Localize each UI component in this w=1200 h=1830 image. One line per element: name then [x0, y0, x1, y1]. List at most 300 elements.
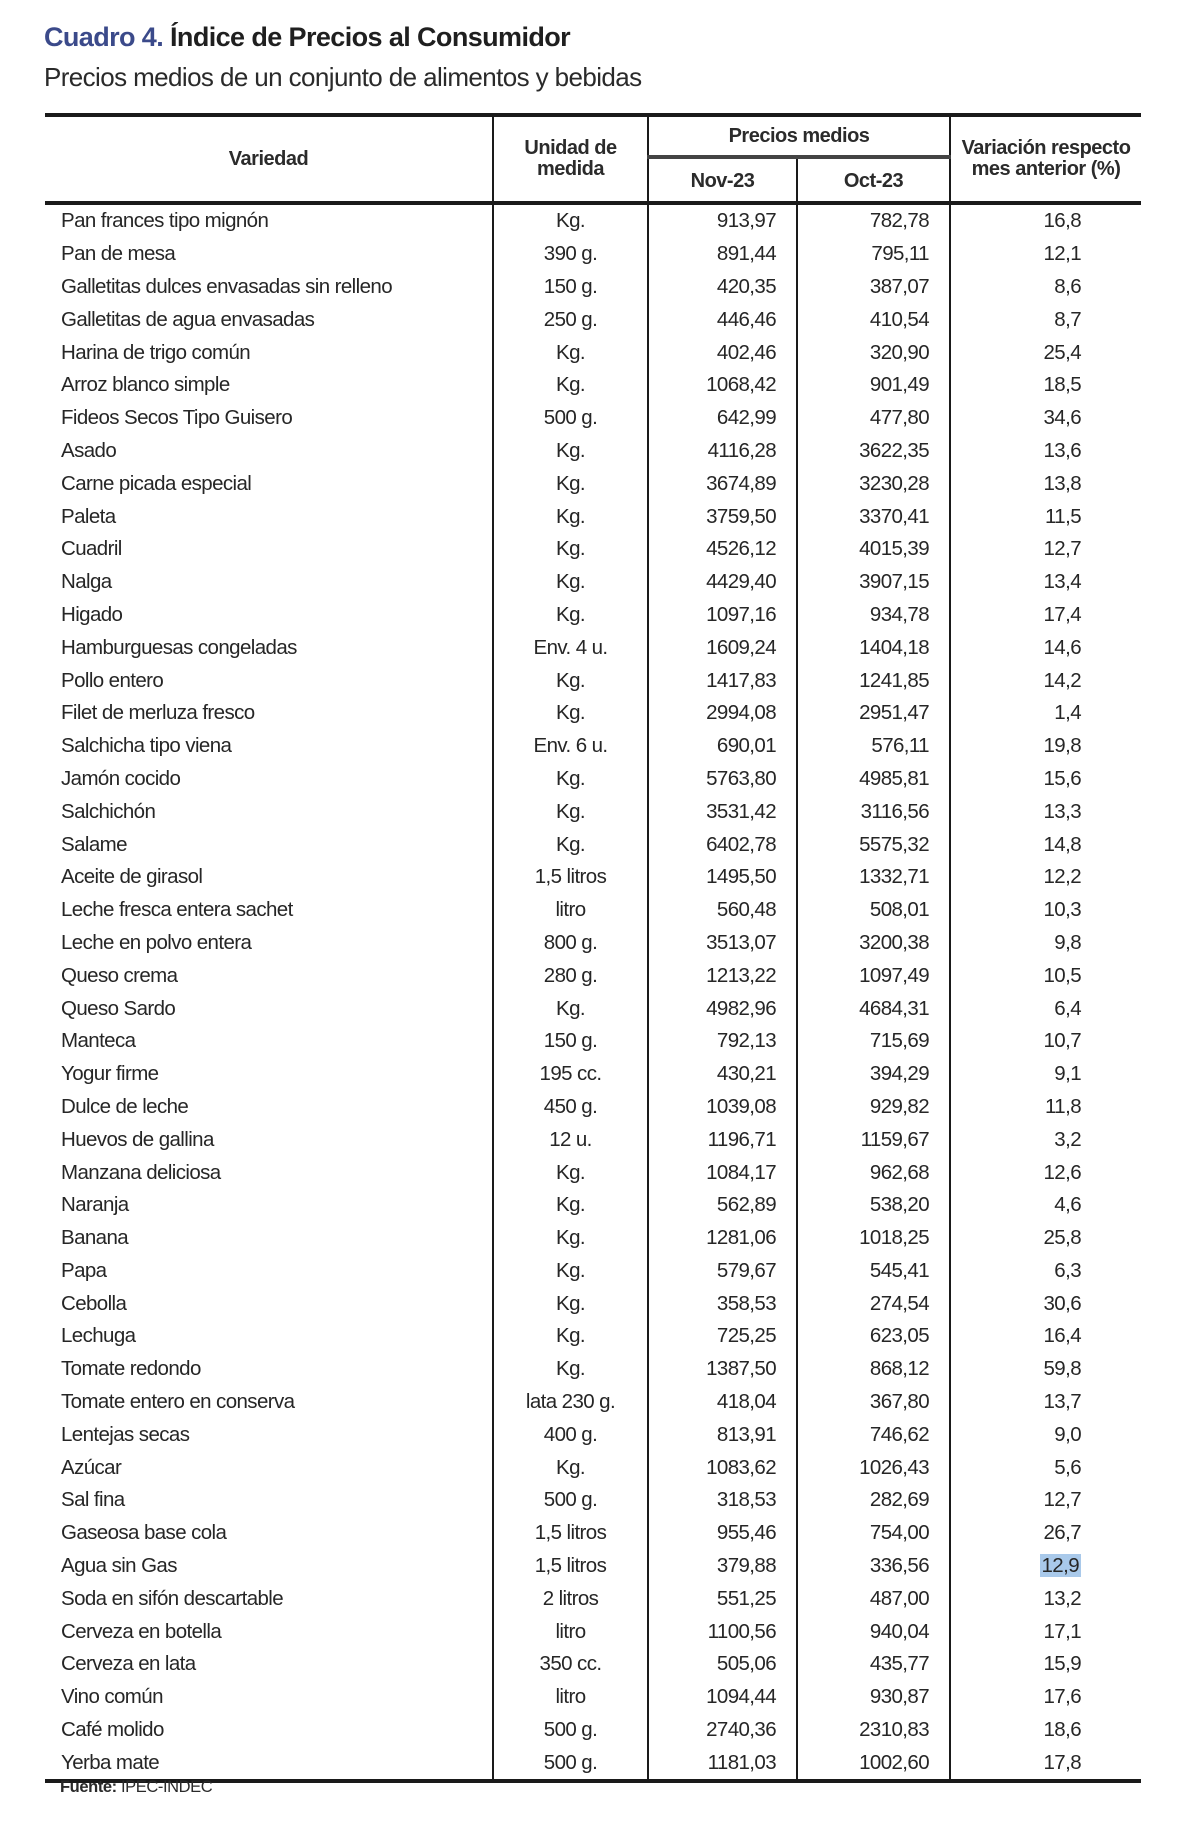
cell-oct-23: 508,01 — [797, 894, 950, 927]
table-row — [45, 1189, 1141, 1222]
table-row — [45, 1550, 1141, 1583]
cell-unidad: 500 g. — [493, 1714, 648, 1747]
cell-variedad: Manzana deliciosa — [61, 1160, 221, 1184]
cell-nov-23: 1281,06 — [648, 1222, 797, 1255]
cell-variacion: 12,6 — [950, 1156, 1141, 1189]
col-header-precios-medios: Precios medios — [648, 115, 950, 157]
table-row — [45, 500, 1141, 533]
cell-oct-23: 754,00 — [797, 1517, 950, 1550]
cell-variacion: 13,8 — [950, 467, 1141, 500]
cell-unidad: Kg. — [493, 992, 648, 1025]
cell-unidad: Kg. — [493, 599, 648, 632]
cell-variacion: 30,6 — [950, 1287, 1141, 1320]
cell-unidad: Kg. — [493, 795, 648, 828]
cell-variedad: Yerba mate — [45, 1746, 493, 1781]
cell-variacion: 19,8 — [950, 730, 1141, 763]
cell-nov-23: 430,21 — [648, 1058, 797, 1091]
cell-variacion: 13,4 — [950, 566, 1141, 599]
cell-variedad: Vino común — [61, 1685, 163, 1709]
cell-variacion: 4,6 — [950, 1189, 1141, 1222]
cell-nov-23: 1417,83 — [648, 664, 797, 697]
cell-unidad: 500 g. — [493, 402, 648, 435]
cell-variedad: Banana — [61, 1226, 129, 1250]
cell-oct-23: 3230,28 — [797, 467, 950, 500]
cell-variedad: Naranja — [61, 1193, 129, 1217]
cell-nov-23: 891,44 — [648, 238, 797, 271]
table-row — [45, 402, 1141, 435]
table-row — [45, 631, 1141, 664]
cell-variacion: 12,1 — [950, 238, 1141, 271]
cell-nov-23: 1084,17 — [648, 1156, 797, 1189]
cell-oct-23: 3622,35 — [797, 435, 950, 468]
cell-variedad: Gaseosa base cola — [61, 1521, 227, 1545]
cell-unidad: 2 litros — [493, 1582, 648, 1615]
cell-nov-23: 792,13 — [648, 1025, 797, 1058]
cell-unidad: lata 230 g. — [493, 1386, 648, 1419]
cell-variedad: Lentejas secas — [61, 1422, 190, 1446]
cell-oct-23: 477,80 — [797, 402, 950, 435]
cell-variedad: Sal fina — [61, 1488, 125, 1512]
cell-unidad: Kg. — [493, 1189, 648, 1222]
cell-oct-23: 1097,49 — [797, 959, 950, 992]
cell-nov-23: 560,48 — [648, 894, 797, 927]
table-row — [45, 1353, 1141, 1386]
cell-variacion: 10,5 — [950, 959, 1141, 992]
cell-variedad: Pollo entero — [61, 668, 164, 692]
table-row — [45, 1615, 1141, 1648]
cell-nov-23: 4982,96 — [648, 992, 797, 1025]
cell-nov-23: 1094,44 — [648, 1681, 797, 1714]
cell-variedad: Nalga — [61, 570, 112, 594]
cell-variedad: Yogur firme — [61, 1062, 159, 1086]
table-row — [45, 763, 1141, 796]
cell-variedad: Leche en polvo entera — [61, 930, 252, 954]
cell-oct-23: 4684,31 — [797, 992, 950, 1025]
cell-unidad: Kg. — [493, 1287, 648, 1320]
cell-oct-23: 410,54 — [797, 303, 950, 336]
cell-unidad: 350 cc. — [493, 1648, 648, 1681]
cell-nov-23: 3531,42 — [648, 795, 797, 828]
cell-unidad: 500 g. — [493, 1746, 648, 1781]
cell-variedad: Paleta — [61, 504, 116, 528]
cell-variacion: 6,3 — [950, 1255, 1141, 1288]
cell-variedad: Dulce de leche — [61, 1094, 189, 1118]
cell-variacion: 17,6 — [950, 1681, 1141, 1714]
cell-nov-23: 418,04 — [648, 1386, 797, 1419]
cell-oct-23: 623,05 — [797, 1320, 950, 1353]
page-title — [44, 22, 570, 53]
cell-oct-23: 435,77 — [797, 1648, 950, 1681]
cell-variedad: Filet de merluza fresco — [61, 701, 255, 725]
cell-variedad: Cerveza en botella — [61, 1619, 222, 1643]
cell-oct-23: 746,62 — [797, 1418, 950, 1451]
table-row — [45, 795, 1141, 828]
cell-variedad: Arroz blanco simple — [61, 373, 230, 397]
cell-oct-23: 1241,85 — [797, 664, 950, 697]
cell-variedad: Salame — [61, 832, 127, 856]
table-row — [45, 566, 1141, 599]
cell-variacion: 12,7 — [950, 533, 1141, 566]
cell-variacion: 15,9 — [950, 1648, 1141, 1681]
cell-oct-23: 576,11 — [797, 730, 950, 763]
cell-variedad: Carne picada especial — [61, 471, 252, 495]
cell-variedad: Salchichón — [61, 799, 156, 823]
cell-variedad: Fideos Secos Tipo Guisero — [61, 406, 293, 430]
cell-variacion: 59,8 — [950, 1353, 1141, 1386]
cell-oct-23: 930,87 — [797, 1681, 950, 1714]
cell-variacion: 10,7 — [950, 1025, 1141, 1058]
cell-nov-23: 1609,24 — [648, 631, 797, 664]
table-row — [45, 992, 1141, 1025]
cell-variedad: Tomate redondo — [61, 1357, 201, 1381]
cell-oct-23: 387,07 — [797, 271, 950, 304]
cell-variedad: Café molido — [61, 1718, 164, 1742]
cell-variacion: 17,4 — [950, 599, 1141, 632]
cell-variacion: 26,7 — [950, 1517, 1141, 1550]
cell-nov-23: 2740,36 — [648, 1714, 797, 1747]
cell-unidad: 250 g. — [493, 303, 648, 336]
cell-oct-23: 336,56 — [797, 1550, 950, 1583]
cell-unidad: Kg. — [493, 1156, 648, 1189]
table-row — [45, 203, 1141, 238]
cell-oct-23: 1002,60 — [797, 1746, 950, 1781]
cell-variacion — [950, 1550, 1141, 1583]
cell-oct-23: 320,90 — [797, 336, 950, 369]
table-row — [45, 1746, 1141, 1781]
cell-unidad: 390 g. — [493, 238, 648, 271]
source-value: IPEC-INDEC — [116, 1778, 213, 1796]
cell-nov-23: 551,25 — [648, 1582, 797, 1615]
cell-oct-23: 282,69 — [797, 1484, 950, 1517]
cell-nov-23: 358,53 — [648, 1287, 797, 1320]
cell-variedad: Pan de mesa — [61, 242, 176, 266]
table-row — [45, 730, 1141, 763]
cell-unidad: 800 g. — [493, 927, 648, 960]
table-row — [45, 828, 1141, 861]
cell-oct-23: 715,69 — [797, 1025, 950, 1058]
cell-variacion: 13,3 — [950, 795, 1141, 828]
table-row — [45, 1418, 1141, 1451]
cell-nov-23: 1387,50 — [648, 1353, 797, 1386]
table-row — [45, 697, 1141, 730]
table-row — [45, 1681, 1141, 1714]
cell-oct-23: 4015,39 — [797, 533, 950, 566]
cell-nov-23: 1196,71 — [648, 1123, 797, 1156]
cell-unidad: Kg. — [493, 1451, 648, 1484]
cell-variacion: 16,8 — [950, 203, 1141, 238]
cell-nov-23: 1100,56 — [648, 1615, 797, 1648]
table-row — [45, 1320, 1141, 1353]
table-row — [45, 1648, 1141, 1681]
cell-variacion: 9,1 — [950, 1058, 1141, 1091]
table-row — [45, 1386, 1141, 1419]
cell-unidad: Kg. — [493, 697, 648, 730]
cell-variacion: 11,8 — [950, 1091, 1141, 1124]
cell-oct-23: 3116,56 — [797, 795, 950, 828]
cell-nov-23: 402,46 — [648, 336, 797, 369]
table-row — [45, 1255, 1141, 1288]
cell-variacion: 14,2 — [950, 664, 1141, 697]
cell-unidad: Kg. — [493, 1320, 648, 1353]
cell-nov-23: 1083,62 — [648, 1451, 797, 1484]
cell-variedad: Jamón cocido — [61, 766, 181, 790]
cell-nov-23: 1039,08 — [648, 1091, 797, 1124]
cell-nov-23: 725,25 — [648, 1320, 797, 1353]
cell-variacion: 12,7 — [950, 1484, 1141, 1517]
cell-variedad: Harina de trigo común — [61, 340, 251, 364]
table-row — [45, 533, 1141, 566]
cell-nov-23: 3759,50 — [648, 500, 797, 533]
table-row — [45, 1025, 1141, 1058]
cell-nov-23: 562,89 — [648, 1189, 797, 1222]
cell-unidad: Kg. — [493, 369, 648, 402]
cell-nov-23: 642,99 — [648, 402, 797, 435]
cell-variacion: 8,7 — [950, 303, 1141, 336]
cell-nov-23: 579,67 — [648, 1255, 797, 1288]
cell-nov-23: 3674,89 — [648, 467, 797, 500]
cell-variacion: 1,4 — [950, 697, 1141, 730]
cell-nov-23: 1495,50 — [648, 861, 797, 894]
cell-oct-23: 1018,25 — [797, 1222, 950, 1255]
cell-variacion: 18,6 — [950, 1714, 1141, 1747]
cell-variacion: 14,8 — [950, 828, 1141, 861]
cell-variedad: Cebolla — [61, 1291, 127, 1315]
cell-oct-23: 940,04 — [797, 1615, 950, 1648]
cell-variedad: Cuadril — [61, 537, 122, 561]
cell-nov-23: 1068,42 — [648, 369, 797, 402]
price-table — [45, 113, 1141, 1783]
cell-oct-23: 868,12 — [797, 1353, 950, 1386]
source-label: Fuente: — [60, 1778, 117, 1796]
cell-nov-23: 955,46 — [648, 1517, 797, 1550]
cell-unidad: 195 cc. — [493, 1058, 648, 1091]
cell-variacion: 14,6 — [950, 631, 1141, 664]
cell-unidad: Kg. — [493, 435, 648, 468]
cell-variacion: 12,2 — [950, 861, 1141, 894]
cell-variacion: 13,7 — [950, 1386, 1141, 1419]
table-row — [45, 927, 1141, 960]
cell-variedad: Hamburguesas congeladas — [61, 635, 297, 659]
cell-unidad: 1,5 litros — [493, 861, 648, 894]
cell-unidad: 12 u. — [493, 1123, 648, 1156]
cell-variacion: 17,1 — [950, 1615, 1141, 1648]
cell-nov-23: 3513,07 — [648, 927, 797, 960]
cell-nov-23: 690,01 — [648, 730, 797, 763]
cell-nov-23: 505,06 — [648, 1648, 797, 1681]
cell-nov-23: 1213,22 — [648, 959, 797, 992]
table-row — [45, 271, 1141, 304]
cell-nov-23: 379,88 — [648, 1550, 797, 1583]
cell-unidad: litro — [493, 1681, 648, 1714]
cell-unidad: 400 g. — [493, 1418, 648, 1451]
cell-nov-23: 446,46 — [648, 303, 797, 336]
cell-nov-23: 4429,40 — [648, 566, 797, 599]
cell-variedad: Azúcar — [61, 1455, 122, 1479]
cell-oct-23: 4985,81 — [797, 763, 950, 796]
cell-unidad: 150 g. — [493, 1025, 648, 1058]
table-row — [45, 861, 1141, 894]
cell-variedad: Queso crema — [61, 963, 178, 987]
cell-oct-23: 901,49 — [797, 369, 950, 402]
highlighted-value[interactable]: 12,9 — [1041, 1554, 1079, 1578]
cell-oct-23: 795,11 — [797, 238, 950, 271]
col-header-variacion: Variación respecto mes anterior (%) — [950, 115, 1141, 203]
cell-variedad: Soda en sifón descartable — [61, 1586, 284, 1610]
cell-variacion: 6,4 — [950, 992, 1141, 1025]
cell-variedad: Asado — [61, 438, 117, 462]
table-row — [45, 1484, 1141, 1517]
source-note — [60, 1778, 212, 1797]
cell-oct-23: 3370,41 — [797, 500, 950, 533]
cell-variedad: Papa — [61, 1258, 107, 1282]
table-body — [45, 203, 1141, 1781]
table-row — [45, 1091, 1141, 1124]
cell-nov-23: 6402,78 — [648, 828, 797, 861]
cell-oct-23: 5575,32 — [797, 828, 950, 861]
cell-unidad: Kg. — [493, 336, 648, 369]
cell-variedad: Aceite de girasol — [61, 865, 203, 889]
cell-unidad: Kg. — [493, 828, 648, 861]
cell-unidad: Kg. — [493, 1222, 648, 1255]
cell-variacion: 3,2 — [950, 1123, 1141, 1156]
table-row — [45, 1222, 1141, 1255]
table-row — [45, 369, 1141, 402]
cell-oct-23: 1026,43 — [797, 1451, 950, 1484]
cell-oct-23: 2310,83 — [797, 1714, 950, 1747]
cell-oct-23: 545,41 — [797, 1255, 950, 1288]
table-row — [45, 1714, 1141, 1747]
col-header-oct-23: Oct-23 — [797, 157, 950, 203]
cell-variedad: Pan frances tipo mignón — [61, 209, 269, 233]
cell-variedad: Agua sin Gas — [61, 1554, 177, 1578]
cell-variacion: 25,4 — [950, 336, 1141, 369]
table-row — [45, 435, 1141, 468]
cell-unidad: Kg. — [493, 664, 648, 697]
cell-unidad: Kg. — [493, 533, 648, 566]
cell-oct-23: 394,29 — [797, 1058, 950, 1091]
table-row — [45, 664, 1141, 697]
cell-oct-23: 962,68 — [797, 1156, 950, 1189]
table-row — [45, 1582, 1141, 1615]
cell-variacion: 10,3 — [950, 894, 1141, 927]
cell-oct-23: 274,54 — [797, 1287, 950, 1320]
cell-unidad: Env. 4 u. — [493, 631, 648, 664]
cell-unidad: 1,5 litros — [493, 1550, 648, 1583]
cell-oct-23: 487,00 — [797, 1582, 950, 1615]
cell-variacion: 15,6 — [950, 763, 1141, 796]
cell-variedad: Queso Sardo — [61, 996, 176, 1020]
table-row — [45, 599, 1141, 632]
cell-oct-23: 2951,47 — [797, 697, 950, 730]
cell-variedad: Galletitas dulces envasadas sin relleno — [61, 274, 392, 298]
cell-oct-23: 1332,71 — [797, 861, 950, 894]
cell-variacion: 34,6 — [950, 402, 1141, 435]
cell-unidad: Kg. — [493, 763, 648, 796]
cell-unidad: Kg. — [493, 566, 648, 599]
table-row — [45, 959, 1141, 992]
table-number: Cuadro 4. — [44, 22, 164, 52]
cell-unidad: Kg. — [493, 1353, 648, 1386]
cell-unidad: 450 g. — [493, 1091, 648, 1124]
cell-nov-23: 4116,28 — [648, 435, 797, 468]
cell-oct-23: 1159,67 — [797, 1123, 950, 1156]
table-row — [45, 1156, 1141, 1189]
page-subtitle: Precios medios de un conjunto de alimentos y bebidas — [44, 62, 642, 92]
cell-nov-23: 813,91 — [648, 1418, 797, 1451]
table-row — [45, 303, 1141, 336]
cell-oct-23: 929,82 — [797, 1091, 950, 1124]
col-header-nov-23: Nov-23 — [648, 157, 797, 203]
cell-unidad: 500 g. — [493, 1484, 648, 1517]
col-header-unidad: Unidad de medida — [493, 115, 648, 203]
cell-unidad: Kg. — [493, 203, 648, 238]
cell-nov-23: 420,35 — [648, 271, 797, 304]
table-row — [45, 238, 1141, 271]
cell-oct-23: 3907,15 — [797, 566, 950, 599]
cell-variedad: Higado — [61, 602, 123, 626]
cell-variedad: Tomate entero en conserva — [61, 1390, 295, 1414]
cell-nov-23: 2994,08 — [648, 697, 797, 730]
cell-unidad: litro — [493, 1615, 648, 1648]
cell-oct-23: 782,78 — [797, 203, 950, 238]
cell-nov-23: 5763,80 — [648, 763, 797, 796]
cell-variedad: Salchicha tipo viena — [61, 734, 232, 758]
table-row — [45, 1287, 1141, 1320]
cell-variacion: 11,5 — [950, 500, 1141, 533]
cell-variacion: 5,6 — [950, 1451, 1141, 1484]
cell-variedad: Manteca — [61, 1029, 136, 1053]
cell-variedad: Leche fresca entera sachet — [61, 898, 293, 922]
cell-variedad: Lechuga — [61, 1324, 136, 1348]
cell-unidad: Env. 6 u. — [493, 730, 648, 763]
cell-nov-23: 318,53 — [648, 1484, 797, 1517]
cell-variedad: Cerveza en lata — [61, 1652, 196, 1676]
cell-variedad: Huevos de gallina — [61, 1127, 214, 1151]
cell-variacion: 18,5 — [950, 369, 1141, 402]
cell-variacion: 25,8 — [950, 1222, 1141, 1255]
cell-oct-23: 538,20 — [797, 1189, 950, 1222]
cell-variacion: 9,8 — [950, 927, 1141, 960]
cell-variacion: 9,0 — [950, 1418, 1141, 1451]
cell-unidad: Kg. — [493, 500, 648, 533]
cell-variacion: 8,6 — [950, 271, 1141, 304]
cell-nov-23: 4526,12 — [648, 533, 797, 566]
table-row — [45, 1123, 1141, 1156]
cell-unidad: 280 g. — [493, 959, 648, 992]
table-row — [45, 1058, 1141, 1091]
cell-variacion: 13,6 — [950, 435, 1141, 468]
table-row — [45, 467, 1141, 500]
table-row — [45, 894, 1141, 927]
cell-oct-23: 934,78 — [797, 599, 950, 632]
cell-nov-23: 913,97 — [648, 203, 797, 238]
cell-unidad: Kg. — [493, 467, 648, 500]
cell-oct-23: 3200,38 — [797, 927, 950, 960]
cell-unidad: 150 g. — [493, 271, 648, 304]
cell-variacion: 13,2 — [950, 1582, 1141, 1615]
cell-unidad: Kg. — [493, 1255, 648, 1288]
cell-oct-23: 1404,18 — [797, 631, 950, 664]
table-row — [45, 1451, 1141, 1484]
cell-variedad: Galletitas de agua envasadas — [61, 307, 315, 331]
cell-variacion: 17,8 — [950, 1746, 1141, 1781]
cell-unidad: litro — [493, 894, 648, 927]
cell-oct-23: 367,80 — [797, 1386, 950, 1419]
cell-unidad: 1,5 litros — [493, 1517, 648, 1550]
cell-nov-23: 1181,03 — [648, 1746, 797, 1781]
table-row — [45, 1517, 1141, 1550]
title-text: Índice de Precios al Consumidor — [163, 22, 571, 52]
